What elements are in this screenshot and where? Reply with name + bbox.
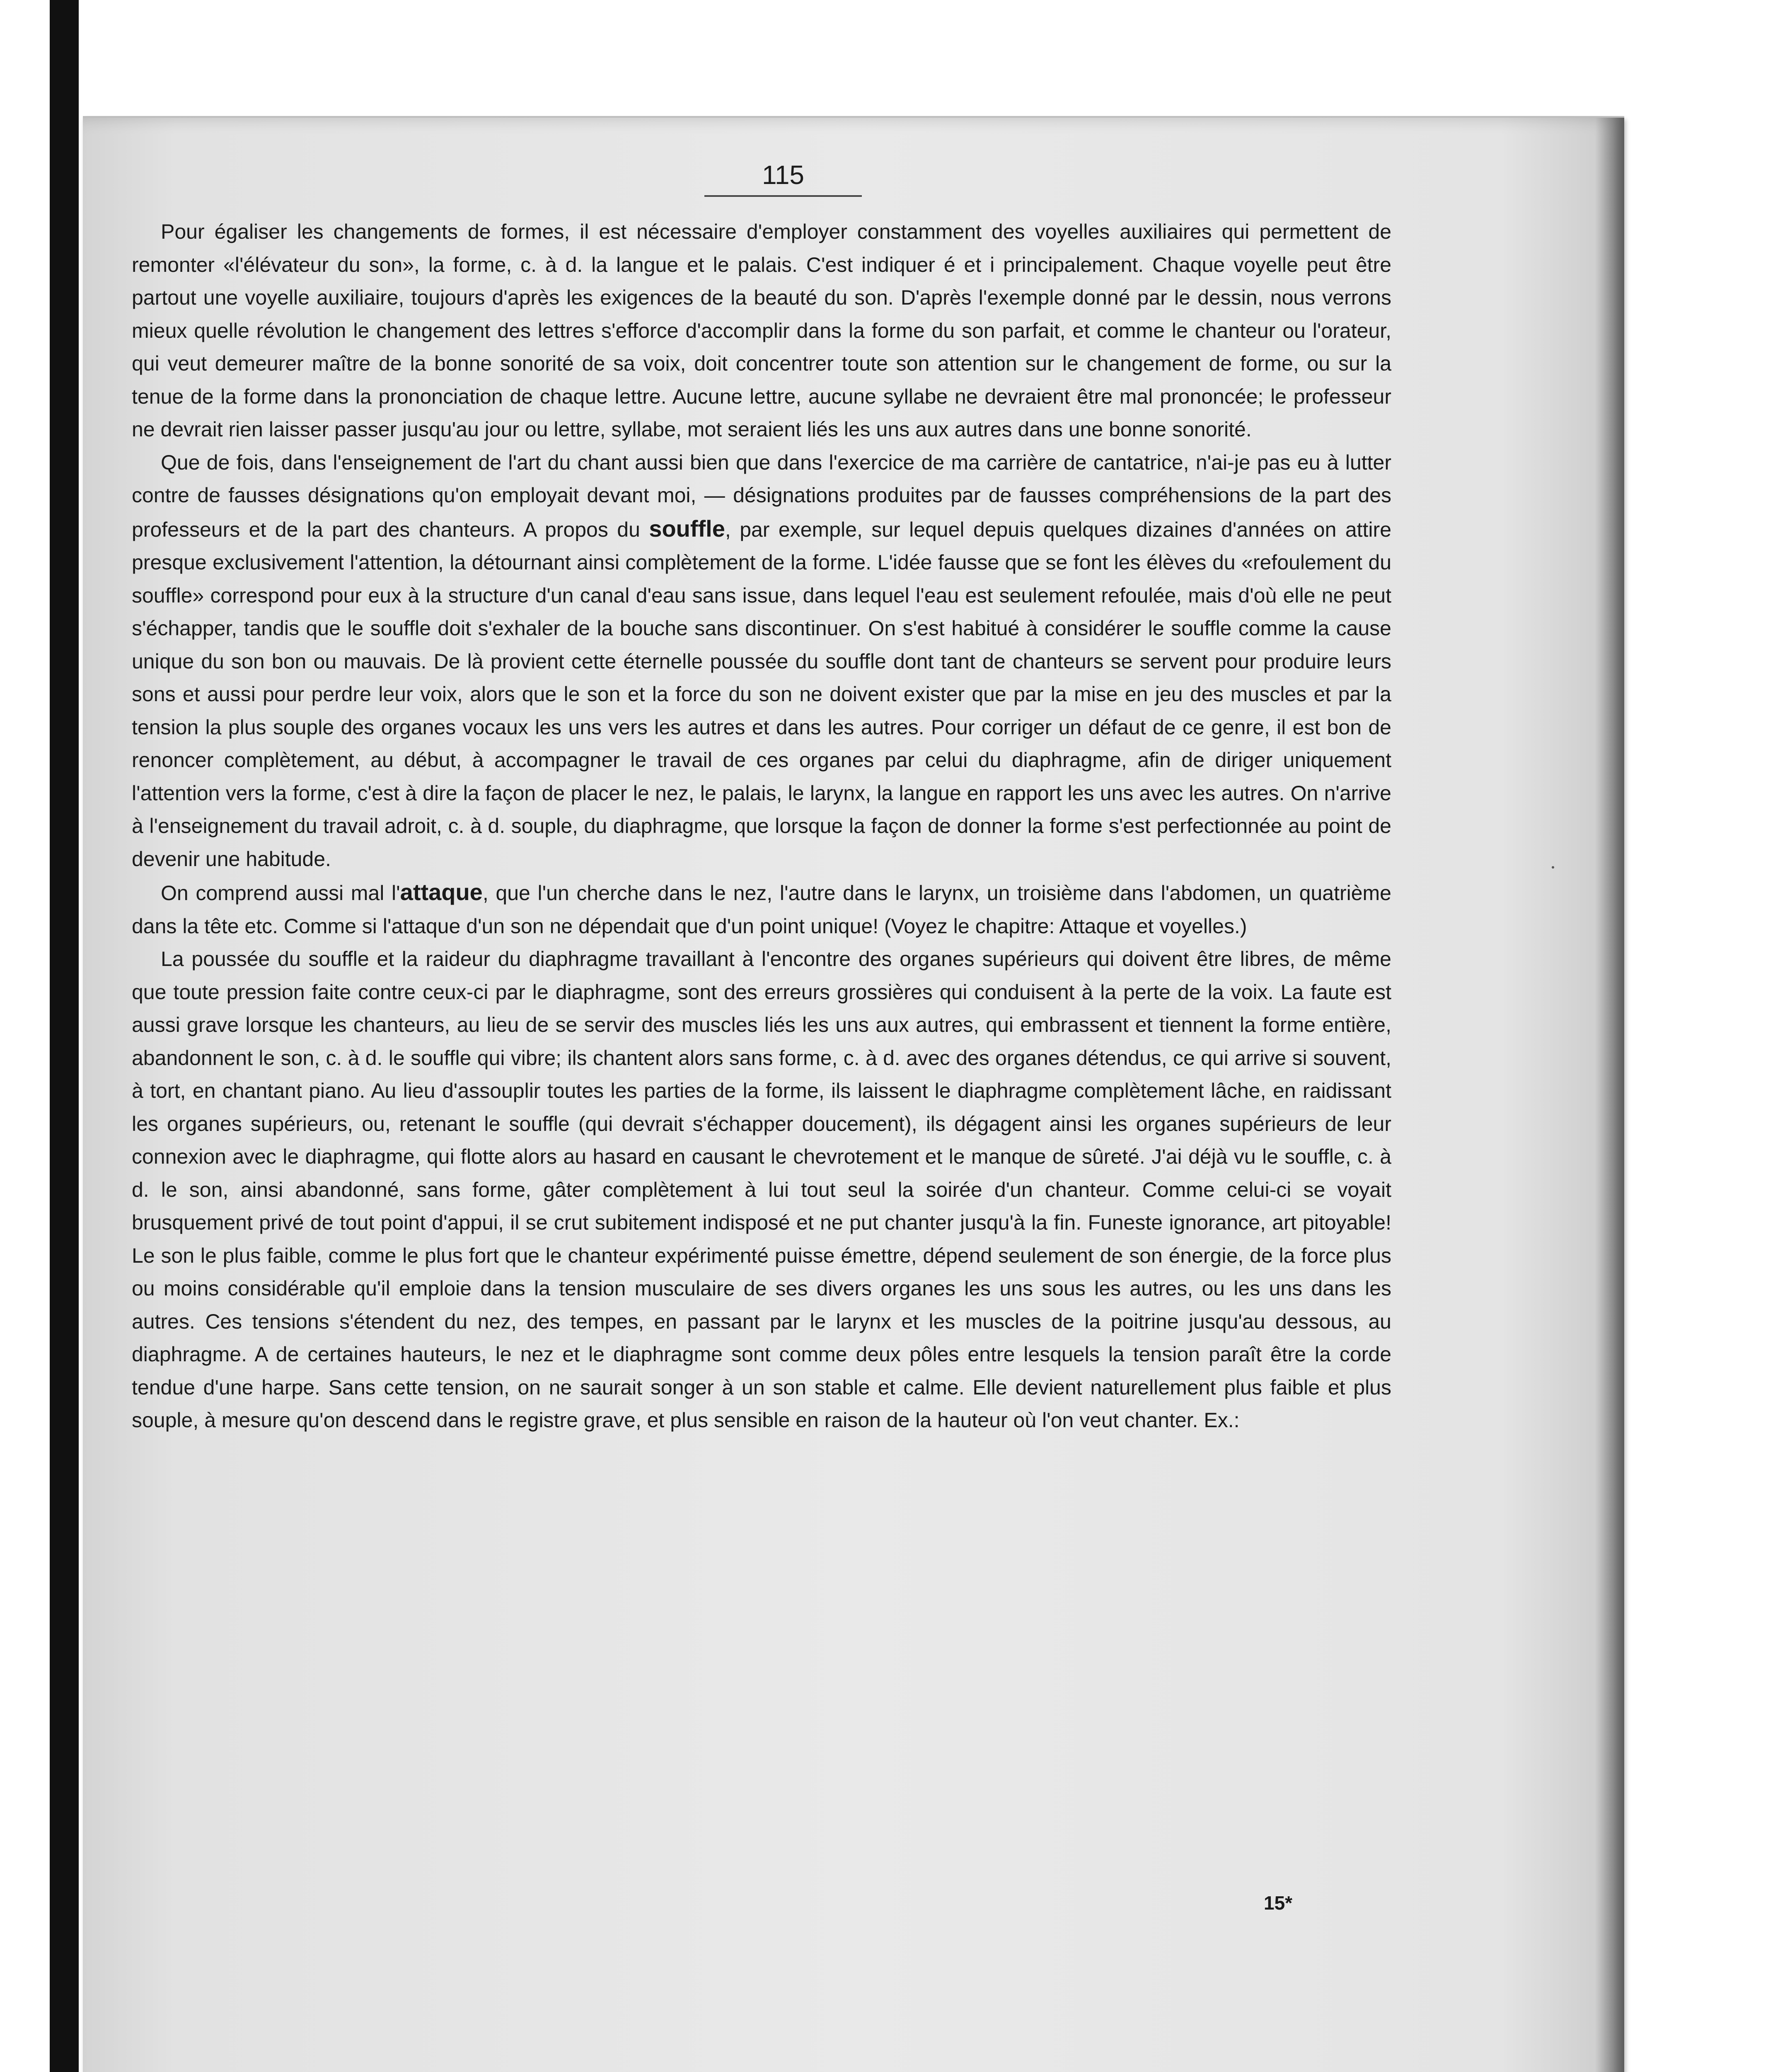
binding-edge [50,0,79,2072]
dust-speck [1552,866,1554,869]
text-run: On comprend aussi mal l' [161,881,400,905]
text-run: Que de fois, dans l'enseignement de l'art du chant aussi bien que dans l'exercice de ma carrière de cantatrice, n'ai-je pas eu à lutter contre de fausses désignations qu'on employait devant moi, — désignations produites par de fausses compréhensions de la part des professeurs et de la part des chanteurs. A propos du [132,450,1391,541]
emphasized-term: souffle [649,515,725,542]
paragraph [132,215,1391,446]
emphasized-term: attaque [400,879,483,905]
page-number: 115 [704,160,862,197]
text-run: , que l'un cherche dans le nez, l'autre dans le larynx, un troisième dans l'abdomen, un quatrième dans la tête etc. Comme si l'attaque d'un son ne dépendait que d'un point unique! (Voyez le chapitre: Attaque et voyelles.) [132,881,1391,938]
text-run: , par exemple, sur lequel depuis quelques dizaines d'années on attire presque exclusivement l'attention, la détournant ainsi complètement de la forme. L'idée fausse que se font les élèves du «refoulement du souffle» correspond pour eux à la structure d'un canal d'eau sans issue, dans lequel l'eau est seulement refoulée, mais d'où elle ne peut s'échapper, tandis que le souffle doit s'exhaler de la bouche sans discontinuer. On s'est habitué à considérer le souffle comme la cause unique du son bon ou mauvais. De là provient cette éternelle poussée du souffle dont tant de chanteurs se servent pour produire leurs sons et aussi pour perdre leur voix, alors que le son et la force du son ne doivent exister que par la mise en jeu des muscles et par la tension la plus souple des organes vocaux les uns vers les autres et dans les autres. Pour corriger un défaut de ce genre, il est bon de renoncer complètement, au début, à accompagner le travail de ces organes par celui du diaphragme, afin de diriger uniquement l'attention vers la forme, c'est à dire la façon de placer le nez, le palais, le larynx, la langue en rapport les uns avec les autres. On n'arrive à l'enseignement du travail adroit, c. à d. souple, du diaphragme, que lorsque la façon de donner la forme s'est perfectionnée au point de devenir une habitude. [132,518,1391,871]
signature-mark: 15* [1264,1892,1293,1914]
paragraph [132,876,1391,943]
paragraph [132,446,1391,876]
page-right-edge-shadow [1595,118,1624,2072]
body-text [132,215,1391,1437]
text-run: La poussée du souffle et la raideur du diaphragme travaillant à l'encontre des organes supérieurs qui doivent être libres, de même que toute pression faite contre ceux-ci par le diaphragme, sont des erreurs grossières qui conduisent à la perte de la voix. La faute est aussi grave lorsque les chanteurs, au lieu de se servir des muscles liés les uns aux autres, qui embrassent et tiennent la forme entière, abandonnent le son, c. à d. le souffle qui vibre; ils chantent alors sans forme, c. à d. avec des organes détendus, ce qui arrive si souvent, à tort, en chantant piano. Au lieu d'assouplir toutes les parties de la forme, ils laissent le diaphragme complètement lâche, en raidissant les organes supérieurs, ou, retenant le souffle (qui devrait s'échapper doucement), ils dégagent ainsi les organes supérieurs de leur connexion avec le diaphragme, qui flotte alors au hasard en causant le chevrotement et le manque de sûreté. J'ai déjà vu le souffle, c. à d. le son, ainsi abandonné, sans forme, gâter complètement à lui tout seul la soirée d'un chanteur. Comme celui-ci se voyait brusquement privé de tout point d'appui, il se crut subitement indisposé et ne put chanter jusqu'à la fin. Funeste ignorance, art pitoyable! Le son le plus faible, comme le plus fort que le chanteur expérimenté puisse émettre, dépend seulement de son énergie, de la force plus ou moins considérable qu'il emploie dans la tension musculaire de ses divers organes les uns sous les autres, ou les uns dans les autres. Ces tensions s'étendent du nez, des tempes, en passant par le larynx et les muscles de la poitrine jusqu'au dessous, au diaphragme. A de certaines hauteurs, le nez et le diaphragme sont comme deux pôles entre lesquels la tension paraît être la corde tendue d'une harpe. Sans cette tension, on ne saurait songer à un son stable et calme. Elle devient naturellement plus faible et plus souple, à mesure qu'on descend dans le registre grave, et plus sensible en raison de la hauteur où l'on veut chanter. Ex.: [132,947,1391,1432]
text-run: Pour égaliser les changements de formes, il est nécessaire d'employer constamment des voyelles auxiliaires qui permettent de remonter «l'élévateur du son», la forme, c. à d. la langue et le palais. C'est indiquer é et i principalement. Chaque voyelle peut être partout une voyelle auxiliaire, toujours d'après les exigences de la beauté du son. D'après l'exemple donné par le dessin, nous verrons mieux quelle révolution le changement des lettres s'efforce d'accomplir dans la forme du son parfait, et comme le chanteur ou l'orateur, qui veut demeurer maître de la bonne sonorité de sa voix, doit concentrer toute son attention sur le changement de forme, ou sur la tenue de la forme dans la prononciation de chaque lettre. Aucune lettre, aucune syllabe ne devraient être mal prononcée; le professeur ne devrait rien laisser passer jusqu'au jour ou lettre, syllabe, mot seraient liés les uns aux autres dans une bonne sonorité. [132,220,1391,441]
paragraph [132,943,1391,1437]
